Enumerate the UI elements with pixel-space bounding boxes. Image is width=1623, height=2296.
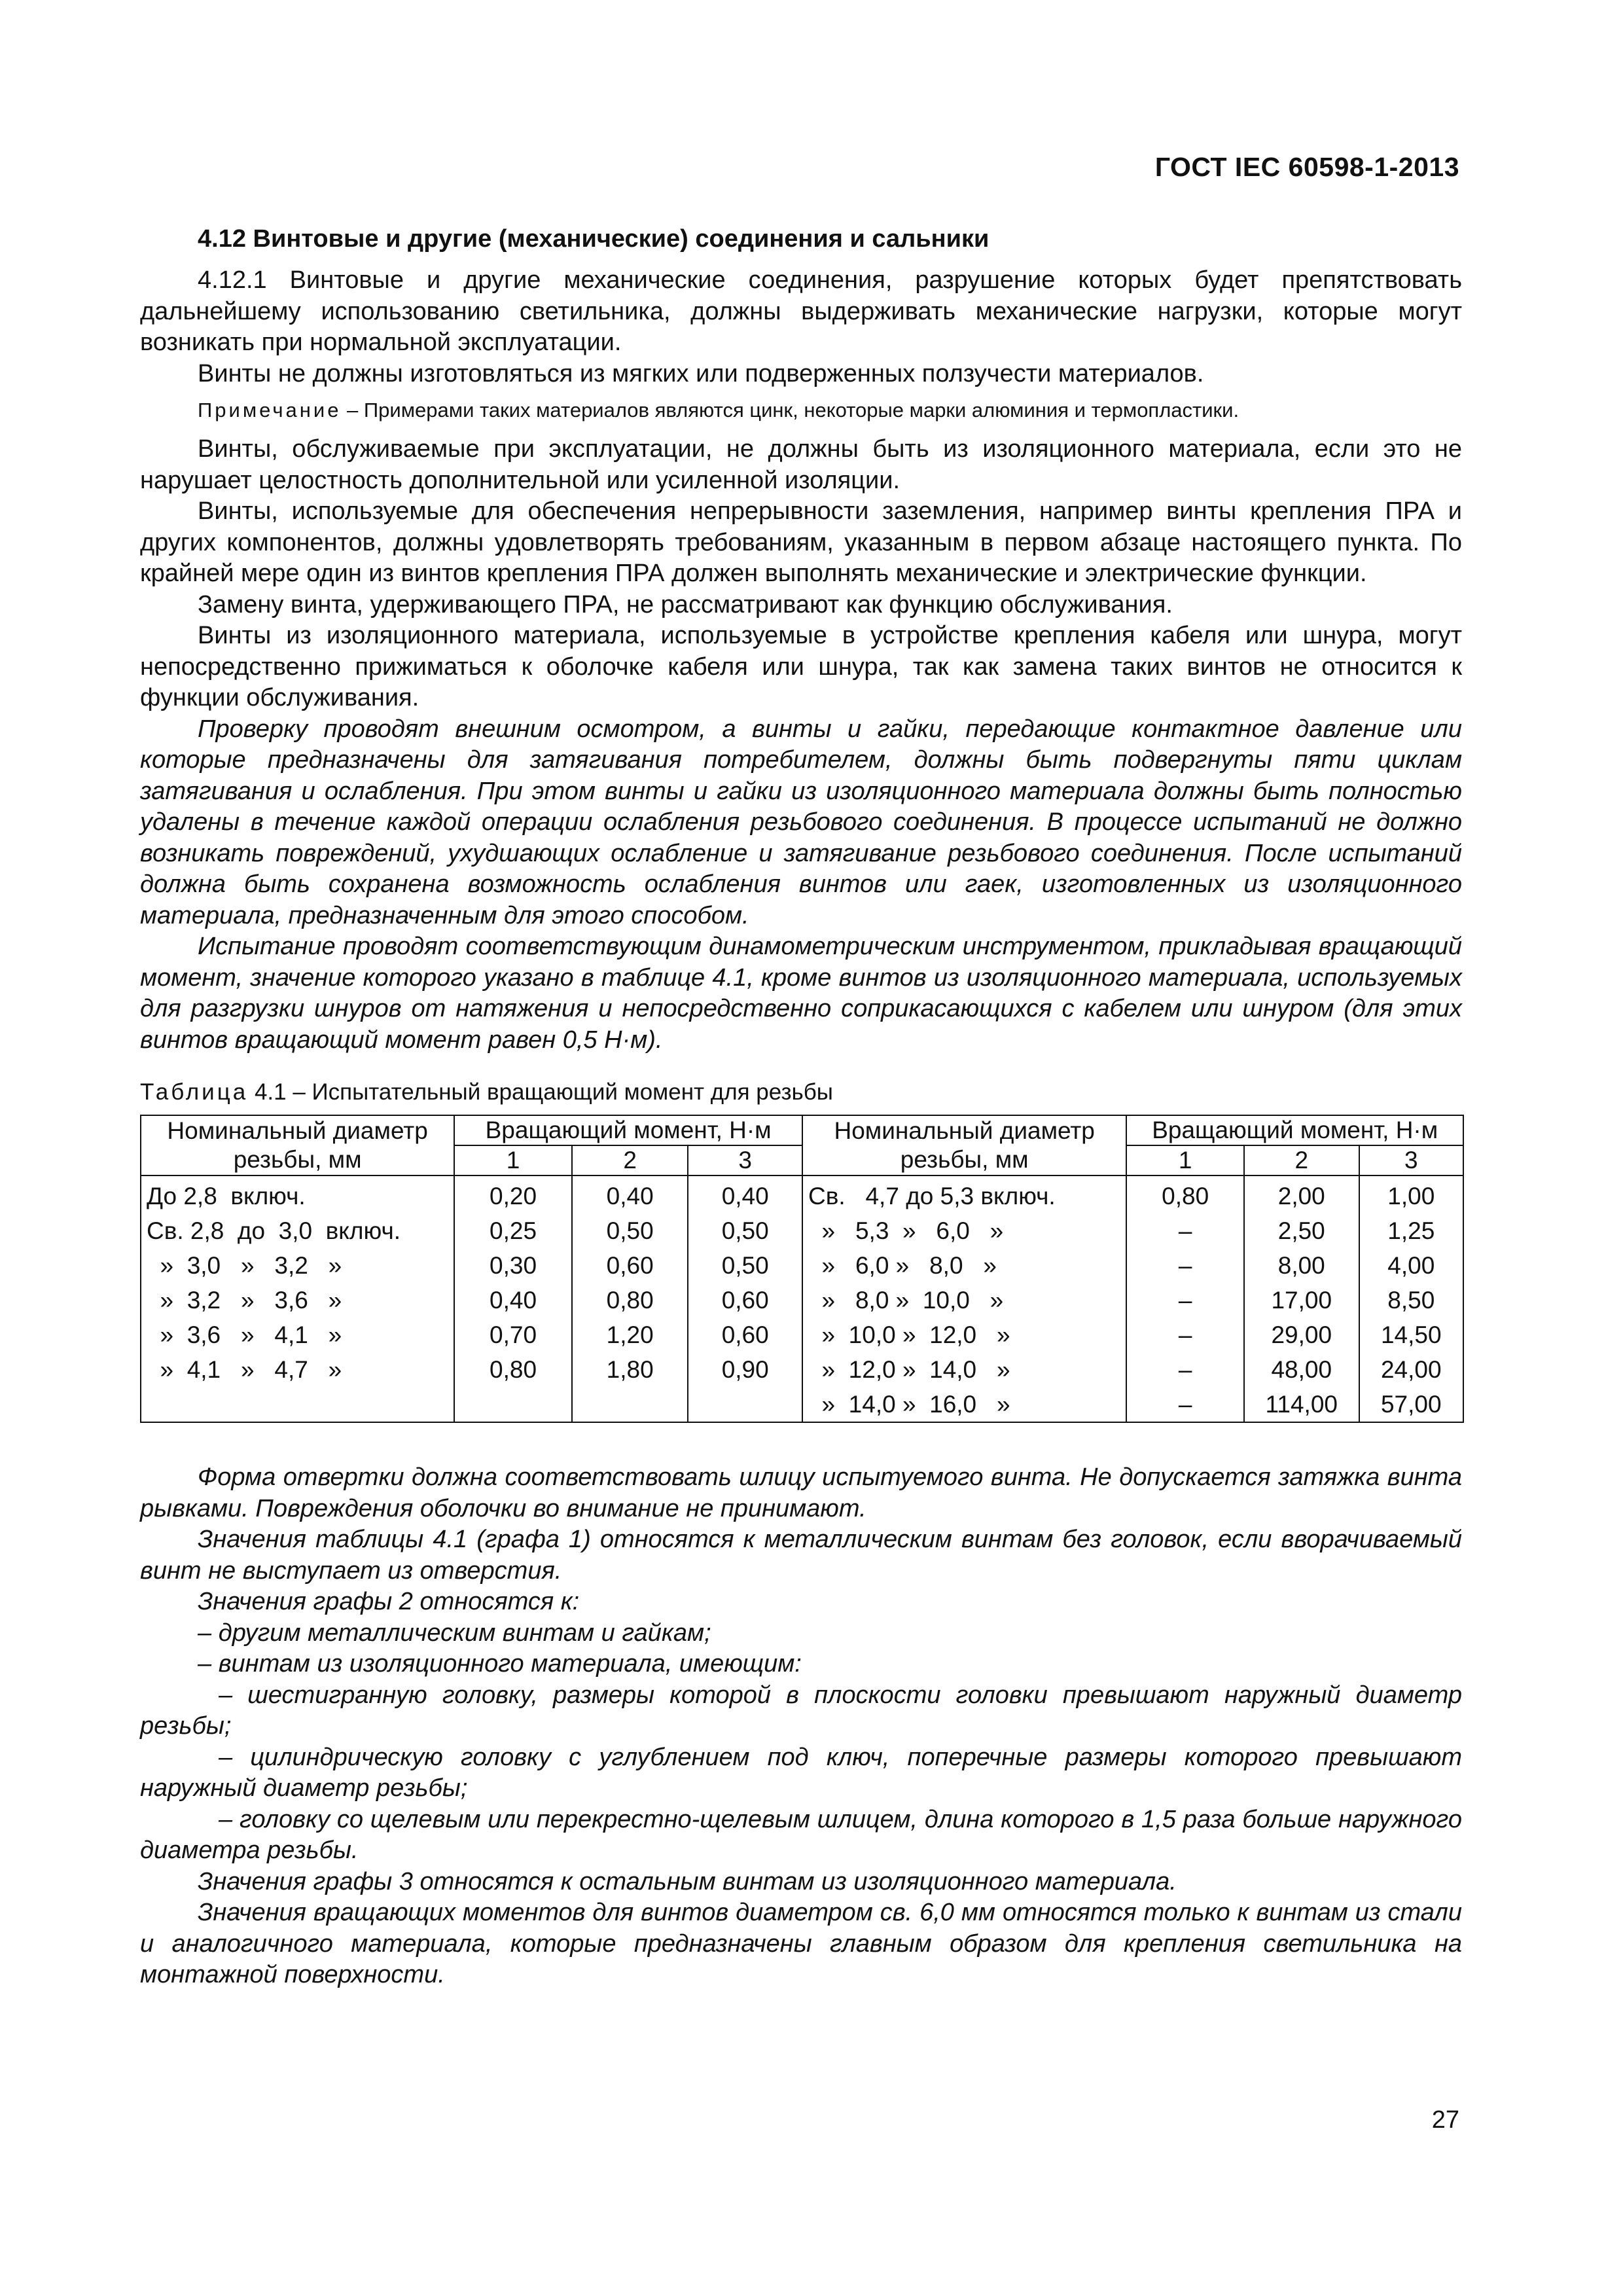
header-col-3: 3 xyxy=(688,1145,802,1175)
table-cell: 0,40 xyxy=(688,1175,802,1213)
paragraph: Винты из изоляционного материала, используемые в устройстве крепления кабеля или шнура, могут непосредственно прижиматься к оболочке кабеля или шнура, так как замена таких винтов не относится к функции обслуживания. xyxy=(140,622,1462,711)
paragraph: Винты не должны изготовляться из мягких или подверженных ползучести материалов. xyxy=(198,359,1204,387)
table-cell: 24,00 xyxy=(1359,1352,1463,1387)
table-cell: » 5,3 » 6,0 » xyxy=(802,1213,1126,1248)
table-cell: Св. 2,8 до 3,0 включ. xyxy=(141,1213,454,1248)
table-cell: 57,00 xyxy=(1359,1387,1463,1422)
table-cell: Св. 4,7 до 5,3 включ. xyxy=(802,1175,1126,1213)
table-cell: 1,80 xyxy=(572,1352,688,1387)
table-cell: » 12,0 » 14,0 » xyxy=(802,1352,1126,1387)
table-cell: 0,50 xyxy=(572,1213,688,1248)
table-cell: 48,00 xyxy=(1244,1352,1359,1387)
table-cell: » 3,2 » 3,6 » xyxy=(141,1283,454,1318)
table-row xyxy=(141,1318,1463,1352)
header-torque: Вращающий момент, Н·м xyxy=(454,1115,802,1145)
table-cell: 1,20 xyxy=(572,1318,688,1352)
table-cell: 0,70 xyxy=(454,1318,572,1352)
list-item: – винтам из изоляционного материала, имеющим: xyxy=(198,1650,802,1677)
list-item: – головку со щелевым или перекрестно-щелевым шлицем, длина которого в 1,5 раза больше наружного диаметра резьбы. xyxy=(140,1805,1462,1864)
table-cell: » 14,0 » 16,0 » xyxy=(802,1387,1126,1422)
table-cell: 0,50 xyxy=(688,1248,802,1283)
table-row xyxy=(141,1283,1463,1318)
paragraph: Значения таблицы 4.1 (графа 1) относятся к металлическим винтам без головок, если вворачиваемый винт не выступает из отверстия. xyxy=(140,1526,1462,1585)
table-row xyxy=(141,1387,1463,1422)
table-cell: 8,00 xyxy=(1244,1248,1359,1283)
header-col-3: 3 xyxy=(1359,1145,1463,1175)
table-cell: – xyxy=(1126,1213,1244,1248)
paragraph: Винты, используемые для обеспечения непрерывности заземления, например винты крепления ПРА и других компонентов, должны удовлетворять требованиям, указанным в первом абзаце настоящего пункта. По крайней мере один из винтов крепления ПРА должен выполнять механические и электрические функции. xyxy=(140,497,1462,587)
table-cell: » 6,0 » 8,0 » xyxy=(802,1248,1126,1283)
paragraph: Форма отвертки должна соответствовать шлицу испытуемого винта. Не допускается затяжка винта рывками. Повреждения оболочки во внимание не принимают. xyxy=(140,1463,1462,1522)
table-cell: 0,80 xyxy=(454,1352,572,1387)
table-cell: 0,40 xyxy=(572,1175,688,1213)
table-row xyxy=(141,1352,1463,1387)
table-cell: 0,25 xyxy=(454,1213,572,1248)
table-cell: 0,50 xyxy=(688,1213,802,1248)
header-col-2: 2 xyxy=(572,1145,688,1175)
table-cell: – xyxy=(1126,1283,1244,1318)
table-cell: » 10,0 » 12,0 » xyxy=(802,1318,1126,1352)
header-diameter: Номинальный диаметр резьбы, мм xyxy=(802,1115,1126,1175)
table-cell: 0,80 xyxy=(572,1283,688,1318)
table-row xyxy=(141,1175,1463,1213)
note xyxy=(140,397,1462,423)
note-label: Примечание xyxy=(198,399,342,422)
table-cell xyxy=(454,1387,572,1422)
table-cell: 1,25 xyxy=(1359,1213,1463,1248)
table-cell: – xyxy=(1126,1318,1244,1352)
table-cell: 0,80 xyxy=(1126,1175,1244,1213)
header-col-2: 2 xyxy=(1244,1145,1359,1175)
table-row xyxy=(141,1213,1463,1248)
paragraph: Значения вращающих моментов для винтов диаметром св. 6,0 мм относятся только к винтам из стали и аналогичного материала, которые предназначены главным образом для крепления светильника на монтажной поверхности. xyxy=(140,1899,1462,1988)
paragraph: Испытание проводят соответствующим динамометрическим инструментом, прикладывая вращающий момент, значение которого указано в таблице 4.1, кроме винтов из изоляционного материала, используемых для разгрузки шнуров от натяжения и непосредственно соприкасающихся с кабелем или шнуром (для этих винтов вращающий момент равен 0,5 Н·м). xyxy=(140,933,1462,1054)
torque-table xyxy=(140,1115,1464,1423)
table-cell: 17,00 xyxy=(1244,1283,1359,1318)
list-item: – цилиндрическую головку с углублением под ключ, поперечные размеры которого превышают наружный диаметр резьбы; xyxy=(140,1743,1462,1802)
table-row xyxy=(141,1248,1463,1283)
table-cell: – xyxy=(1126,1352,1244,1387)
table-cell: 2,50 xyxy=(1244,1213,1359,1248)
section-title: 4.12 Винтовые и другие (механические) соединения и сальники xyxy=(198,225,990,253)
table-cell: 114,00 xyxy=(1244,1387,1359,1422)
table-cell: 0,20 xyxy=(454,1175,572,1213)
table-cell: 14,50 xyxy=(1359,1318,1463,1352)
table-cell: 0,60 xyxy=(572,1248,688,1283)
table-caption xyxy=(140,1078,1462,1107)
table-cell: 0,30 xyxy=(454,1248,572,1283)
table-cell: 0,60 xyxy=(688,1318,802,1352)
list-item: – другим металлическим винтам и гайкам; xyxy=(198,1619,711,1647)
table-cell: » 4,1 » 4,7 » xyxy=(141,1352,454,1387)
header-diameter: Номинальный диаметр резьбы, мм xyxy=(141,1115,454,1175)
table-cell xyxy=(141,1387,454,1422)
header-col-1: 1 xyxy=(1126,1145,1244,1175)
table-cell: 1,00 xyxy=(1359,1175,1463,1213)
page-content xyxy=(140,225,1462,1991)
table-cell: 0,60 xyxy=(688,1283,802,1318)
table-cell xyxy=(688,1387,802,1422)
table-cell: » 3,0 » 3,2 » xyxy=(141,1248,454,1283)
table-cell: » 8,0 » 10,0 » xyxy=(802,1283,1126,1318)
paragraph: 4.12.1 Винтовые и другие механические соединения, разрушение которых будет препятствовать дальнейшему использованию светильника, должны выдерживать механические нагрузки, которые могут возникать при нормальной эксплуатации. xyxy=(140,266,1462,356)
table-cell: 0,90 xyxy=(688,1352,802,1387)
table-cell: – xyxy=(1126,1387,1244,1422)
header-torque: Вращающий момент, Н·м xyxy=(1126,1115,1463,1145)
table-cell: – xyxy=(1126,1248,1244,1283)
paragraph: Винты, обслуживаемые при эксплуатации, не должны быть из изоляционного материала, если это не нарушает целостность дополнительной или усиленной изоляции. xyxy=(140,435,1462,494)
post-table-text xyxy=(140,1462,1462,1991)
table-cell: 2,00 xyxy=(1244,1175,1359,1213)
table-cell: До 2,8 включ. xyxy=(141,1175,454,1213)
table-caption-text: 4.1 – Испытательный вращающий момент для резьбы xyxy=(248,1079,833,1105)
table-cell: 0,40 xyxy=(454,1283,572,1318)
header-col-1: 1 xyxy=(454,1145,572,1175)
note-text: – Примерами таких материалов являются цинк, некоторые марки алюминия и термопластики. xyxy=(341,399,1240,422)
paragraph: Проверку проводят внешним осмотром, а винты и гайки, передающие контактное давление или которые предназначены для затягивания потребителем, должны быть подвергнуты пяти циклам затягивания и ослабления. При этом винты и гайки из изоляционного материала должны быть полностью удалены в течение каждой операции ослабления резьбового соединения. В процессе испытаний не должно возникать повреждений, ухудшающих ослабление и затягивание резьбового соединения. После испытаний должна быть сохранена возможность ослабления винтов или гаек, изготовленных из изоляционного материала, предназначенным для этого способом. xyxy=(140,715,1462,929)
table-cell xyxy=(572,1387,688,1422)
table-cell: » 3,6 » 4,1 » xyxy=(141,1318,454,1352)
paragraph: Замену винта, удерживающего ПРА, не рассматривают как функцию обслуживания. xyxy=(198,590,1173,619)
table-cell: 8,50 xyxy=(1359,1283,1463,1318)
table-caption-label: Таблица xyxy=(140,1079,249,1105)
table-cell: 29,00 xyxy=(1244,1318,1359,1352)
paragraph: Значения графы 3 относятся к остальным винтам из изоляционного материала. xyxy=(198,1867,1177,1895)
page-number: 27 xyxy=(1431,2106,1459,2134)
list-item: – шестигранную головку, размеры которой в плоскости головки превышают наружный диаметр резьбы; xyxy=(140,1681,1462,1740)
document-code: ГОСТ IEC 60598-1-2013 xyxy=(1154,152,1459,182)
table-cell: 4,00 xyxy=(1359,1248,1463,1283)
paragraph: Значения графы 2 относятся к: xyxy=(198,1588,580,1615)
